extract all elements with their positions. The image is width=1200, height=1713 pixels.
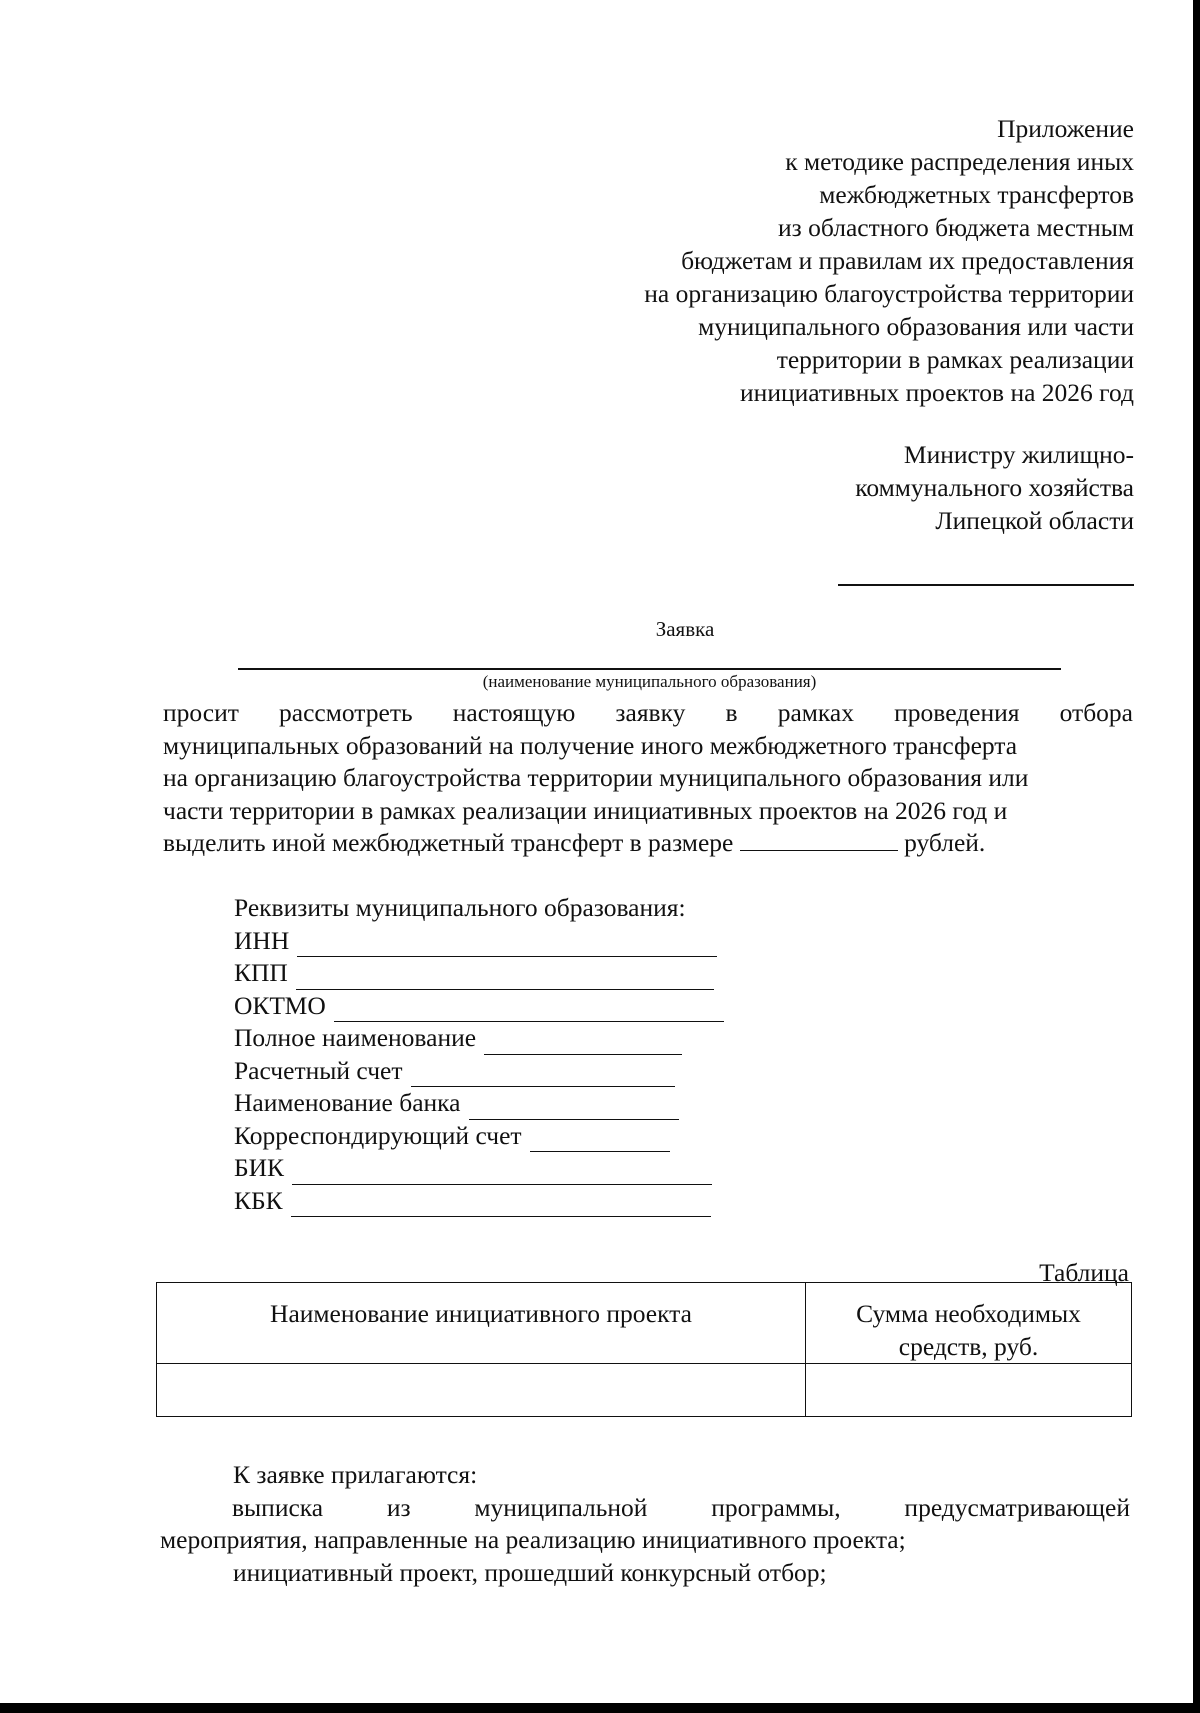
request-line: на организацию благоустройства территории муниципального образования или (163, 763, 1029, 792)
scan-border-right (1193, 0, 1200, 1713)
amount-suffix: рублей. (904, 828, 986, 857)
appendix-line: из областного бюджета местным (778, 213, 1134, 242)
requisite-blank (411, 1064, 675, 1087)
addressee-block (855, 438, 1134, 537)
requisite-blank (296, 967, 714, 990)
requisite-blank (469, 1097, 679, 1120)
requisite-bank-name (234, 1087, 724, 1120)
request-line: части территории в рамках реализации инициативных проектов на 2026 год и (163, 795, 1008, 825)
requisite-label: КБК (234, 1185, 283, 1215)
requisite-bik (234, 1152, 724, 1185)
request-paragraph (163, 697, 1133, 860)
amount-prefix: выделить иной межбюджетный трансферт в размере (163, 828, 734, 857)
addressee-line: Министру жилищно- (903, 440, 1134, 469)
appendix-header (644, 112, 1134, 409)
requisite-full-name (234, 1022, 724, 1055)
addressee-line: коммунального хозяйства (855, 473, 1134, 502)
requisite-label: Полное наименование (234, 1023, 477, 1052)
request-line-amount (163, 827, 1133, 860)
requisite-blank (484, 1032, 682, 1055)
addressee-name-blank (838, 584, 1134, 586)
appendix-line: территории в рамках реализации (776, 345, 1134, 374)
appendix-line: инициативных проектов на 2026 год (740, 378, 1134, 407)
requisite-label: БИК (234, 1153, 285, 1182)
requisite-inn (234, 925, 724, 958)
requisite-label: ОКТМО (234, 990, 326, 1020)
table-header-project: Наименование инициативного проекта (157, 1283, 806, 1364)
table-header-row (157, 1283, 1132, 1364)
table-header-amount-line: Сумма необходимых (856, 1299, 1081, 1328)
attachment-item-line: выписка из муниципальной программы, предусматривающей (232, 1492, 1130, 1522)
appendix-line: муниципального образования или части (698, 312, 1134, 341)
requisite-label: ИНН (234, 925, 290, 955)
table-cell-amount (806, 1364, 1132, 1417)
table-header-amount-line: средств, руб. (898, 1332, 1039, 1361)
requisite-blank (291, 1194, 711, 1217)
municipality-caption: (наименование муниципального образования) (482, 672, 817, 691)
appendix-line: на организацию благоустройства территории (644, 279, 1134, 308)
requisite-account (234, 1055, 724, 1088)
requisite-oktmo (234, 990, 724, 1023)
request-line: просит рассмотреть настоящую заявку в рамках проведения отбора (163, 698, 1133, 727)
requisite-label: КПП (234, 958, 288, 987)
scan-border-bottom (0, 1703, 1200, 1713)
attachment-item: инициативный проект, прошедший конкурсный отбор; (233, 1557, 827, 1587)
requisite-blank (334, 999, 724, 1022)
request-line: муниципальных образований на получение иного межбюджетного трансферта (163, 730, 1018, 760)
appendix-line: Приложение (997, 114, 1134, 143)
projects-table (156, 1282, 1132, 1417)
amount-blank (740, 830, 898, 851)
appendix-line: бюджетам и правилам их предоставления (681, 246, 1134, 275)
table-cell-project (157, 1364, 806, 1417)
addressee-line: Липецкой области (935, 506, 1134, 535)
table-caption: Таблица (1039, 1258, 1129, 1287)
requisite-blank (292, 1162, 712, 1185)
table-header-amount (806, 1283, 1132, 1364)
requisite-blank (297, 934, 717, 957)
attachment-item-line: мероприятия, направленные на реализацию инициативного проекта; (160, 1525, 906, 1554)
requisite-corr-account (234, 1120, 724, 1153)
appendix-line: межбюджетных трансфертов (819, 180, 1134, 209)
attachments-block (160, 1459, 1130, 1589)
requisite-label: Корреспондирующий счет (234, 1120, 522, 1150)
requisites-heading: Реквизиты муниципального образования: (234, 893, 686, 922)
appendix-line: к методике распределения иных (785, 147, 1134, 176)
requisite-label: Наименование банка (234, 1088, 461, 1117)
requisite-label: Расчетный счет (234, 1055, 403, 1085)
requisites-block (234, 892, 724, 1217)
requisite-kpp (234, 957, 724, 990)
requisite-kbk (234, 1185, 724, 1218)
requisite-blank (530, 1129, 670, 1152)
attachments-heading: К заявке прилагаются: (233, 1460, 478, 1489)
table-row (157, 1364, 1132, 1417)
document-title: Заявка (655, 617, 715, 641)
